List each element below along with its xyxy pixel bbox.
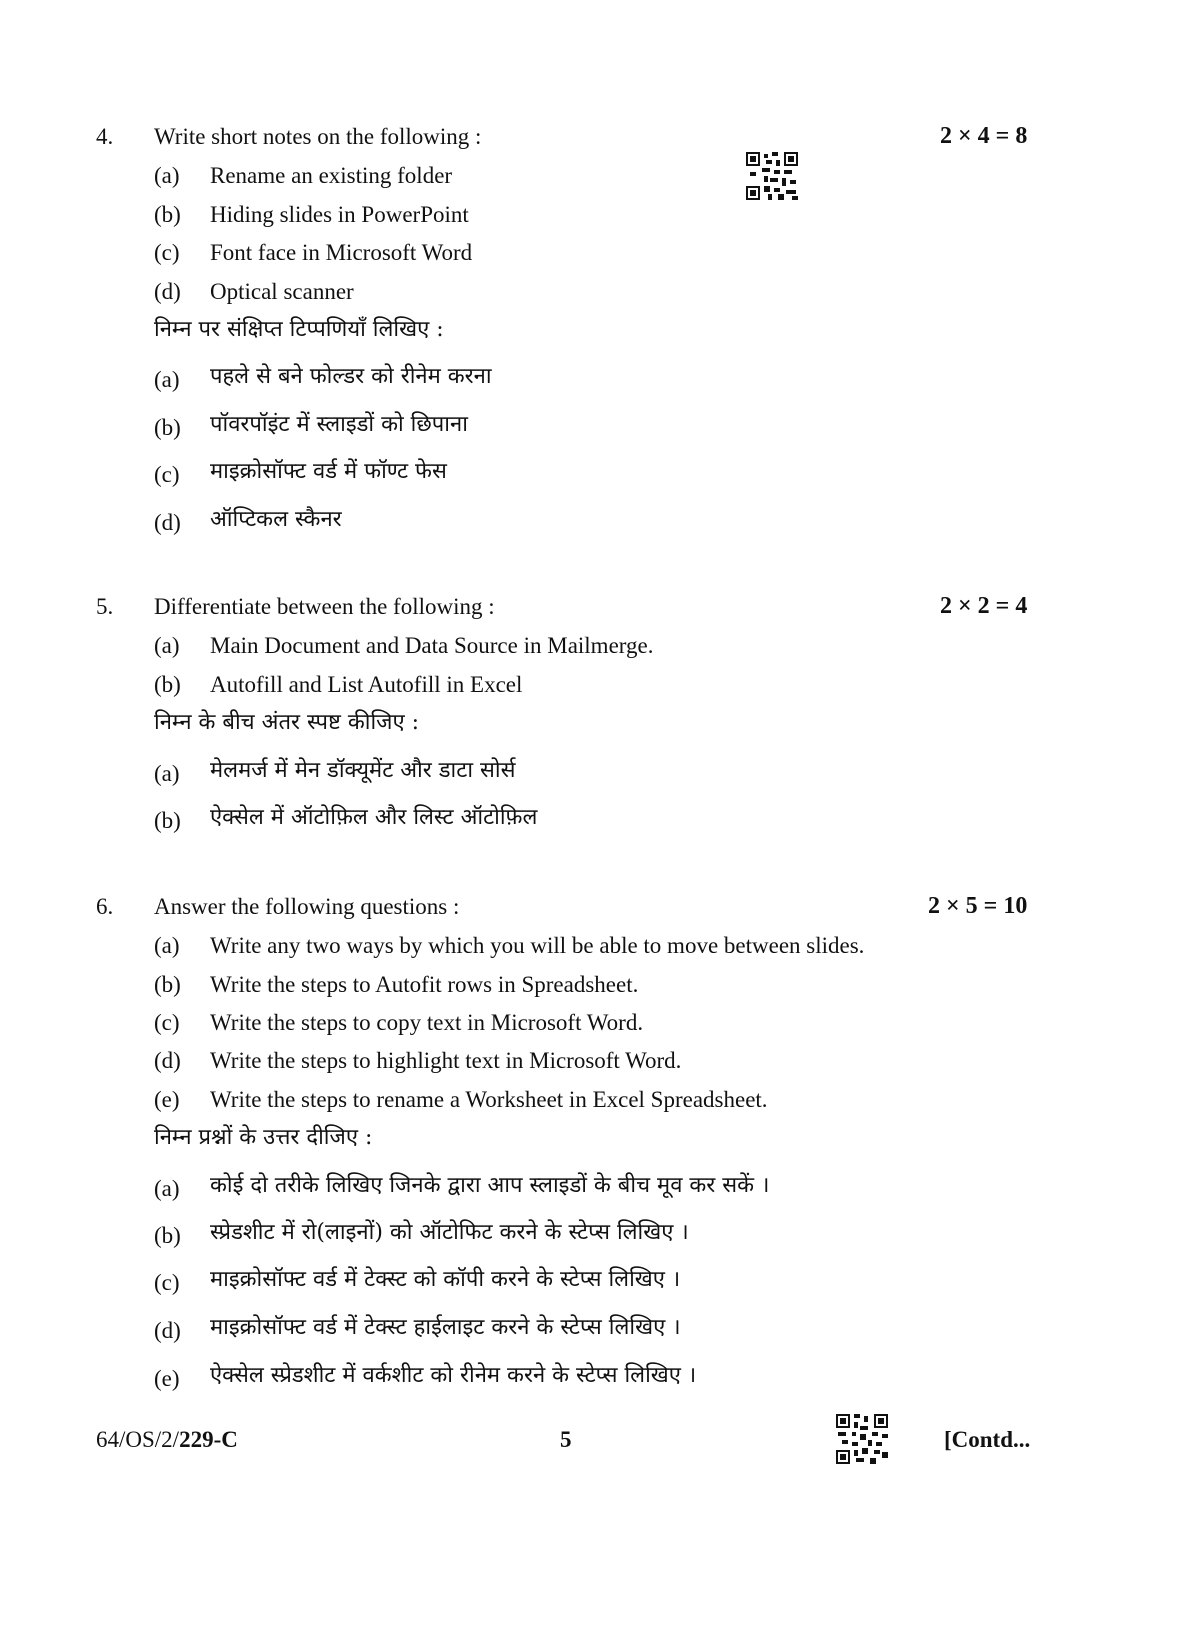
q6-number: 6. xyxy=(96,894,114,919)
q6-hi-item-e-label: (e) xyxy=(154,1366,180,1391)
q5-item-b-label: (b) xyxy=(154,672,181,697)
paper-code-bold: 229-C xyxy=(179,1427,238,1452)
q4-number: 4. xyxy=(96,124,114,149)
q4-item-b-text: Hiding slides in PowerPoint xyxy=(210,202,469,227)
q5-item-b-text: Autofill and List Autofill in Excel xyxy=(210,672,523,697)
page-number: 5 xyxy=(560,1427,572,1452)
q6-item-c-label: (c) xyxy=(154,1010,180,1035)
q5-hi-item-a-text: मेलमर्ज में मेन डॉक्यूमेंट और डाटा सोर्स xyxy=(210,758,516,783)
q4-hi-item-a-text: पहले से बने फोल्डर को रीनेम करना xyxy=(210,364,492,389)
q4-hi-item-c-text: माइक्रोसॉफ्ट वर्ड में फॉण्ट फेस xyxy=(210,459,447,484)
q6-hi-item-c-label: (c) xyxy=(154,1270,180,1295)
q6-hi-item-e-text: ऐक्सेल स्प्रेडशीट में वर्कशीट को रीनेम करने के स्टेप्स लिखिए । xyxy=(210,1363,697,1388)
q5-hi-item-b-label: (b) xyxy=(154,808,181,833)
q6-hi-item-b-label: (b) xyxy=(154,1223,181,1248)
contd-label: [Contd... xyxy=(944,1427,1031,1452)
q4-hi-item-b-label: (b) xyxy=(154,415,181,440)
q4-hi-item-a-label: (a) xyxy=(154,367,180,392)
q6-item-c-text: Write the steps to copy text in Microsoft Word. xyxy=(210,1010,644,1035)
q4-marks: 2 × 4 = 8 xyxy=(940,123,1028,149)
q4-item-c-label: (c) xyxy=(154,240,180,265)
q6-item-e-label: (e) xyxy=(154,1087,180,1112)
q6-hi-item-a-text: कोई दो तरीके लिखिए जिनके द्वारा आप स्लाइडों के बीच मूव कर सकें । xyxy=(210,1173,770,1198)
q5-hi-item-a-label: (a) xyxy=(154,761,180,786)
q6-item-d-text: Write the steps to highlight text in Microsoft Word. xyxy=(210,1048,682,1073)
q5-question-en: Differentiate between the following : xyxy=(154,594,495,619)
qr-code-icon xyxy=(836,1414,888,1464)
q5-item-a-text: Main Document and Data Source in Mailmerge. xyxy=(210,633,654,658)
q5-number: 5. xyxy=(96,594,114,619)
qr-code-icon xyxy=(746,152,798,200)
q5-hi-item-b-text: ऐक्सेल में ऑटोफ़िल और लिस्ट ऑटोफ़िल xyxy=(210,805,538,830)
q4-item-d-label: (d) xyxy=(154,279,181,304)
q4-item-c-text: Font face in Microsoft Word xyxy=(210,240,473,265)
q4-item-a-label: (a) xyxy=(154,163,180,188)
q6-item-d-label: (d) xyxy=(154,1048,181,1073)
q6-hi-item-c-text: माइक्रोसॉफ्ट वर्ड में टेक्स्ट को कॉपी करने के स्टेप्स लिखिए । xyxy=(210,1267,681,1292)
q6-item-e-text: Write the steps to rename a Worksheet in Excel Spreadsheet. xyxy=(210,1087,768,1112)
q4-item-b-label: (b) xyxy=(154,202,181,227)
q4-hi-item-b-text: पॉवरपॉइंट में स्लाइडों को छिपाना xyxy=(210,412,468,437)
q6-marks: 2 × 5 = 10 xyxy=(928,893,1028,919)
q5-marks: 2 × 2 = 4 xyxy=(940,593,1028,619)
q6-item-b-text: Write the steps to Autofit rows in Spreadsheet. xyxy=(210,972,639,997)
q4-hi-item-d-label: (d) xyxy=(154,510,181,535)
q4-question-hi: निम्न पर संक्षिप्त टिप्पणियाँ लिखिए : xyxy=(154,317,444,342)
q4-item-a-text: Rename an existing folder xyxy=(210,163,453,188)
q6-hi-item-a-label: (a) xyxy=(154,1176,180,1201)
q6-question-hi: निम्न प्रश्नों के उत्तर दीजिए : xyxy=(154,1125,373,1150)
q4-question-en: Write short notes on the following : xyxy=(154,124,482,149)
q4-item-d-text: Optical scanner xyxy=(210,279,354,304)
q6-hi-item-b-text: स्प्रेडशीट में रो(लाइनों) को ऑटोफिट करने के स्टेप्स लिखिए । xyxy=(210,1220,689,1245)
q4-hi-item-c-label: (c) xyxy=(154,462,180,487)
q6-hi-item-d-text: माइक्रोसॉफ्ट वर्ड में टेक्स्ट हाईलाइट करने के स्टेप्स लिखिए । xyxy=(210,1315,681,1340)
q6-question-en: Answer the following questions : xyxy=(154,894,460,919)
q4-hi-item-d-text: ऑप्टिकल स्कैनर xyxy=(210,507,342,532)
q5-question-hi: निम्न के बीच अंतर स्पष्ट कीजिए : xyxy=(154,710,420,735)
q6-hi-item-d-label: (d) xyxy=(154,1318,181,1343)
paper-code xyxy=(96,1428,238,1451)
q5-item-a-label: (a) xyxy=(154,633,180,658)
q6-item-a-text: Write any two ways by which you will be able to move between slides. xyxy=(210,933,865,958)
paper-code-prefix: 64/OS/2/ xyxy=(96,1427,180,1452)
q6-item-b-label: (b) xyxy=(154,972,181,997)
q6-item-a-label: (a) xyxy=(154,933,180,958)
